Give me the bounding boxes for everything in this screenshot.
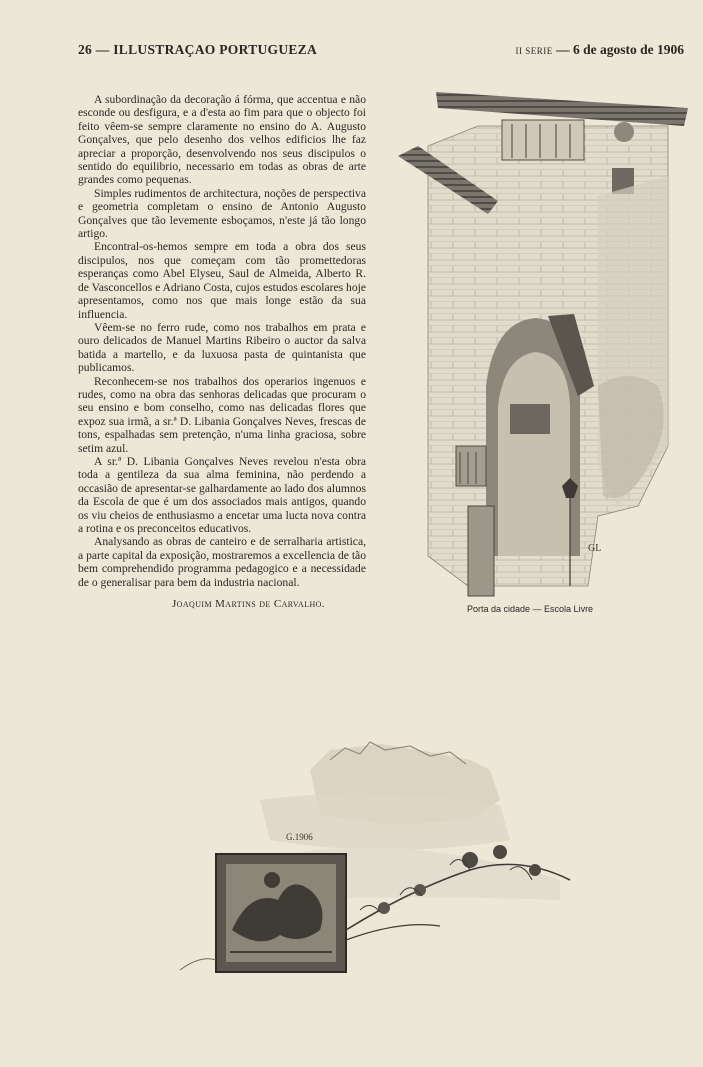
paragraph-3: Encontral-os-hemos sempre em toda a obra dos seus discipulos, nos que começam com tão promettedoras esperanças como Abel Elyseu, Saul de Almeida, Alberto R. de Vasconcellos e Adriano Costa, cujos estudos escolares hoje apresentamos, como nos que mais longe estão da sua influencia. (78, 240, 366, 321)
paragraph-6: A sr.ª D. Libania Gonçalves Neves revelou n'esta obra toda a gentileza da sua alma feminina, não perdendo a occasião de apresentar-se galhardamente ao lado dos alumnos da Escola de que é um dos associados mais antigos, quando os viu cheios de enthusiasmo a encetar uma lucta nova contra a rotina e os preconceitos educativos. (78, 454, 366, 535)
page-header (78, 42, 684, 62)
paragraph-1: A subordinação da decoração á fórma, que accentua e não esconde ou desfigura, e a d'esta ao fim para que o objecto foi feito vêem-se sempre claramente no ensino do A. Augusto Gonçalves, que pelo desenho dos velhos edificios lhe faz apreciar a proporção, desenvolvendo nos seus discipulos o sentido do equilibrio, necessario em todas as obras de arte grandes como pequenas. (78, 93, 366, 187)
paragraph-4: Vêem-se no ferro rude, como nos trabalhos em prata e ouro delicados de Manuel Martins Ribeiro o auctor da salva batida a martello, e da luxuosa pasta de quintanista que publicamos. (78, 320, 366, 375)
landscape-panel-illustration (170, 730, 590, 1005)
paragraph-5: Reconhecem-se nos trabalhos dos operarios ingenuos e rudes, como na obra das senhoras delicadas que procuram o seu ensino e bom conselho, como nas delicadas flores que expoz sua irmã, a sr.ª D. Libania Gonçalves Neves, frescas de tons, espalhadas sem pretenção, n'uma linha graciosa, sobre setim azul. (78, 374, 366, 455)
header-page-title: 26 — ILLUSTRAÇAO PORTUGUEZA (78, 42, 318, 57)
header-date-text: — 6 de agosto de 1906 (556, 42, 684, 57)
illustration-mark: GL (588, 543, 602, 554)
header-date (516, 42, 685, 58)
header-serie: II SERIE (515, 46, 553, 56)
figure-caption: Porta da cidade — Escola Livre (467, 604, 594, 614)
article-text (78, 93, 366, 589)
paragraph-2: Simples rudimentos de architectura, noções de perspectiva e geometria completam o ensino de Antonio Augusto Gonçalves que tão levemente esboçamos, n'este já tão longo artigo. (78, 186, 366, 241)
city-gate-illustration (398, 86, 692, 598)
author-signature: Joaquim Martins de Carvalho. (172, 598, 325, 610)
paragraph-7: Analysando as obras de canteiro e de serralharia artistica, a parte capital da exposição, mostraremos a excellencia de tão bem comprehendido programma pedagogico e a necessidade de o generalisar para bem da industria nacional. (78, 535, 366, 589)
illustration-date-mark: G.1906 (286, 832, 313, 842)
